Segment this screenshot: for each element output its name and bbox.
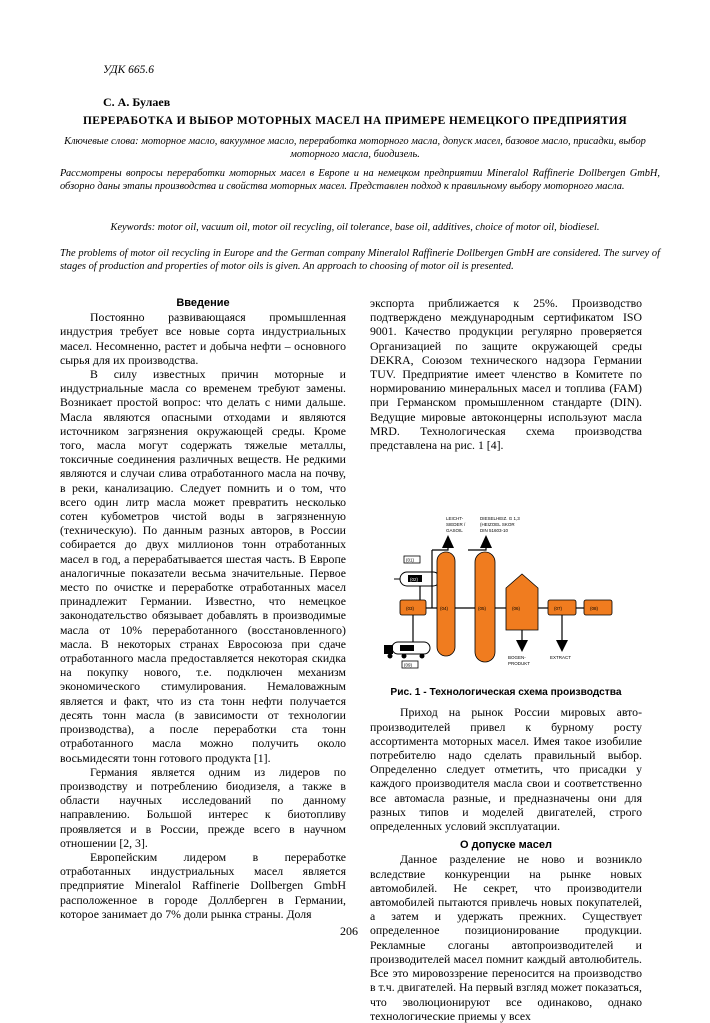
label-leicht-2: SIEDER /	[446, 522, 466, 528]
label-leicht-1: LEICHT-	[446, 516, 464, 522]
process-diagram-svg	[370, 454, 642, 684]
truck-cab	[384, 645, 393, 654]
arrow-up-icon	[442, 535, 454, 548]
label-diesel-3: DIN 51603-10	[480, 528, 509, 534]
paragraph: Данное разделение не ново и возникло вследствие конкуренции на рынке новых автомобилей. Не секрет, что производители автомобилей пытаются привлечь новых покупателей, а затем и удержать прежних. Существует определенное позиционирование продукции. Рекламные слоганы автопроизводителей и производителей масел помнит каждый автолюбитель. Все это мировоззрение переносится на производство в т.ч. двигателей. На первый взгляд может показаться, что эволюционируют все одинаково, однако технологические приемы у всех	[370, 852, 642, 1023]
article-title: ПЕРЕРАБОТКА И ВЫБОР МОТОРНЫХ МАСЕЛ НА ПРИМЕРЕ НЕМЕЦКОГО ПРЕДПРИЯТИЯ	[82, 115, 628, 127]
paragraph: Постоянно развивающаяся промышленная индустрия требует все новые сорта индустриальных масел. Несомненно, растет и добыча нефти – основного сырья для их производства.	[60, 310, 346, 367]
label-bitumen-1: BOGEN-	[508, 655, 526, 661]
reactor-06	[506, 574, 538, 630]
paragraph: Европейским лидером в переработке отработанных индустриальных масел является предприятие Mineralol Raffinerie Dollbergen GmbH расположенное в городе Доллберген в Германии, которое занимает до 7% доли рынка страны. Доля	[60, 849, 346, 921]
section-title-oil-approval: О допуске масел	[460, 839, 552, 852]
paragraph: Приход на рынок России мировых авто-производителей привел к бурному росту ассортимента моторных масел. Имея такое изобилие потребителю надо сделать правильный выбор. Определенно следует отметить, что присадки у каждого производителя масла свои и соответственно все автомасла разные, и предназначены они для разных типов и моделей двигателей, строго определенных условий эксплуатации.	[370, 705, 642, 834]
page-number: 206	[340, 924, 358, 938]
box-04-label: (04)	[440, 606, 449, 612]
arrow-down-icon	[556, 640, 568, 652]
abstract-ru: Рассмотрены вопросы переработки моторных масел в Европе и на немецком предприятии Mineralol Raffinerie Dollbergen GmbH, обзорно даны этапы производства и свойства моторных масел. Представлен подход к правильному выбору моторного масла.	[60, 168, 660, 192]
label-leicht-3: GASOIL	[446, 528, 463, 534]
paragraph: В силу известных причин моторные и индустриальные масла со временем требуют замены. Возникает простой вопрос: что делать с ними дальше. Масла являются опасными отходами и являются источником загрязнения окружающей среды. Кроме того, масла могут содержать тяжелые металлы, токсичные соединения различных веществ. Не редкими являются и случаи слива отработанного масла на почву, в реки, канализацию. Следует помнить и о том, что всего один литр масла может превратить несколько сотен кубометров чистой воды в загрязненную (техническую). По данным разных авторов, в России собирается до двух миллионов тонн отработанных масел в год, а перерабатывается шестая часть. В Европе аналогичные показатели весьма значительные. Первое место по очистке и переработке отработанных масел принадлежит Германии. Известно, что немецкое законодательство обязывает добавлять в производимые масла от 10% переработанного (восстановленного) масла. В некоторых странах Евросоюза при сдаче отработанного масла предоставляется некоторая скидка на покупку нового, т.е. подключен механизм экономического стимулирования. Немаловажным является и факт, что из ста тонн нефти получается десять тонн масла (в зависимости от технологии производства), а после переработки ста тонн отработанного масла можно получить около восьмидесяти тонн готового продукта [1].	[60, 367, 346, 765]
figure-caption: Рис. 1 - Технологическая схема производства	[390, 687, 622, 699]
label-diesel-2: (HEIZOEL SKOR	[480, 522, 515, 528]
keywords-ru: Ключевые слова: моторное масло, вакуумное масло, переработка моторного масла, допуск масел, базовое масло, присадки, выбор моторного масла, биодизель.	[64, 136, 646, 160]
section-title-introduction: Введение	[176, 297, 230, 309]
distillation-column-1	[437, 552, 455, 656]
box-05-label: (05)	[478, 606, 487, 612]
label-extract: EXTRACT	[550, 655, 572, 661]
paragraph: Германия является одним из лидеров по производству и потреблению биодизеля, а также в области научных исследований по данному направлению. Большой интерес к биотопливу проявляется и в России, прежде всего в научном отношении [2, 3].	[60, 764, 346, 850]
udk-code: УДК 665.6	[103, 64, 154, 76]
right-column	[370, 296, 642, 1023]
box-09-label: (09)	[404, 662, 413, 668]
box-07-label: (07)	[554, 606, 563, 612]
paragraph: экспорта приближается к 25%. Производство подтверждено международным сертификатом ISO 9001. Качество продукции регулярно проверяется Организацией по защите окружающей среды DEKRA, Союзом технического надзора Германии TUV. Предприятие имеет членство в Комитете по нормированию минеральных масел и топлива (FAM) при Германском промышленном стандарте (DIN). Ведущие мировые автоконцерны используют масла MRD. Технологическая схема производства представлена на рис. 1 [4].	[370, 296, 642, 453]
abstract-en: The problems of motor oil recycling in Europe and the German company Mineralol Raffinerie Dollbergen GmbH are considered. The survey of stages of production and properties of motor oils is given. An approach to choosing of motor oil is presented.	[60, 248, 660, 272]
box-03-label: (03)	[406, 606, 415, 612]
process-diagram	[370, 454, 642, 684]
label-bitumen-2: PRODUKT	[508, 661, 531, 667]
label-diesel-1: DIESELHEIZ. G 1,3	[480, 516, 520, 522]
author-name: С. А. Булаев	[103, 95, 171, 109]
box-02-label: (02)	[410, 577, 419, 583]
box-08-label: (08)	[590, 606, 599, 612]
keywords-en: Keywords: motor oil, vacuum oil, motor oil recycling, oil tolerance, base oil, additives, choice of motor oil, biodiesel.	[110, 222, 600, 233]
arrow-down-icon	[516, 640, 528, 652]
box-01-label: (01)	[406, 557, 415, 563]
box-06-label: (06)	[512, 606, 521, 612]
arrow-up-icon	[480, 535, 492, 548]
left-column	[60, 296, 346, 921]
